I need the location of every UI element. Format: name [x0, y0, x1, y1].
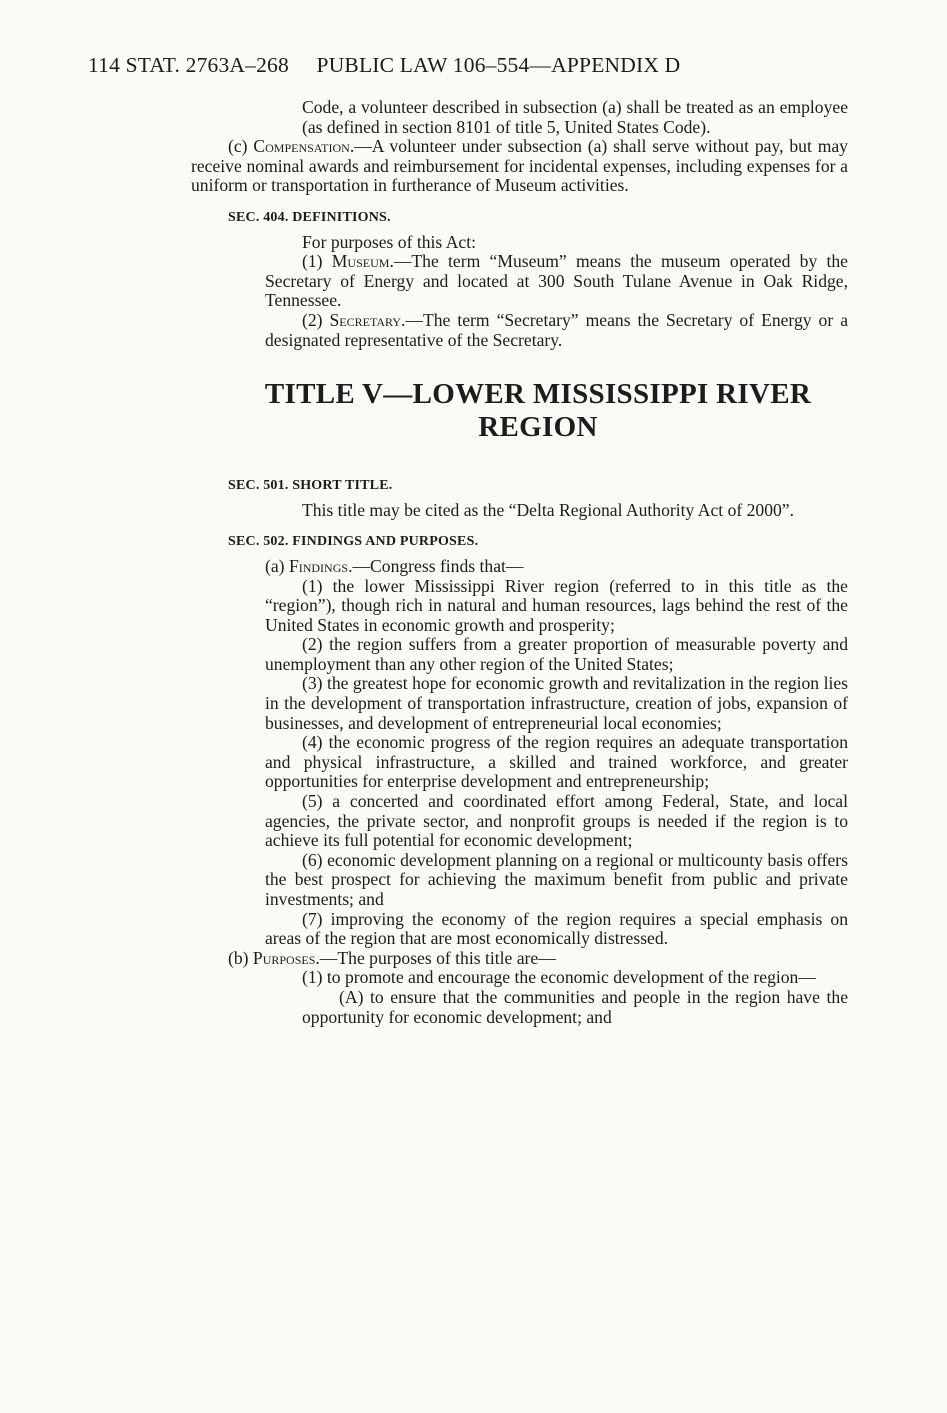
- compensation-heading: Compensation: [253, 136, 350, 157]
- section-404: [265, 233, 848, 351]
- definition-museum: (1) Museum.—The term “Museum” means the museum operated by the Secretary of Energy and located at 300 South Tulane Avenue in Oak Ridge, Tennessee.: [265, 251, 848, 311]
- finding-item: (1) the lower Mississippi River region (referred to in this title as the “region”), though rich in natural and human resources, lags behind the rest of the United States in economic growth and prosperity;: [265, 575, 848, 635]
- section-502: [228, 555, 848, 1027]
- findings-intro: (a) Findings.—Congress finds that—: [265, 555, 524, 576]
- section-501-heading: SEC. 501. SHORT TITLE.: [228, 478, 393, 494]
- purposes-heading: Purposes: [252, 947, 316, 968]
- section-502-heading: SEC. 502. FINDINGS AND PURPOSES.: [228, 534, 479, 550]
- continuation-paragraph: Code, a volunteer described in subsection (a) shall be treated as an employee (as defined in section 8101 of title 5, United States Code).: [302, 97, 848, 137]
- findings-heading: Findings: [288, 555, 349, 576]
- finding-item: (5) a concerted and coordinated effort among Federal, State, and local agencies, the private sector, and nonprofit groups is needed if the region is to achieve its full potential for economic development;: [265, 791, 848, 851]
- short-title-text: This title may be cited as the “Delta Regional Authority Act of 2000”.: [302, 499, 795, 520]
- section-404-heading: SEC. 404. DEFINITIONS.: [228, 209, 391, 225]
- purpose-subitem: (A) to ensure that the communities and people in the region have the opportunity for economic development; and: [302, 986, 848, 1027]
- stat-citation: 114 STAT. 2763A–268: [88, 53, 289, 77]
- law-title: PUBLIC LAW 106–554—APPENDIX D: [316, 53, 681, 77]
- purpose-item: (1) to promote and encourage the economic development of the region—: [302, 967, 816, 988]
- title-line-2: REGION: [478, 411, 598, 444]
- definition-secretary: (2) Secretary.—The term “Secretary” means the Secretary of Energy or a designated representative of the Secretary.: [265, 309, 849, 350]
- title-v-heading: [228, 378, 848, 444]
- running-header: [88, 53, 702, 78]
- finding-item: (6) economic development planning on a regional or multicounty basis offers the best prospect for achieving the maximum benefit from public and private investments; and: [265, 849, 848, 909]
- museum-term: Museum: [331, 251, 390, 272]
- purposes-intro: (b) Purposes.—The purposes of this title are—: [228, 947, 556, 968]
- finding-item: (7) improving the economy of the region requires a special emphasis on areas of the region that are most economically distressed.: [265, 908, 848, 949]
- definitions-intro: For purposes of this Act:: [302, 231, 476, 252]
- secretary-term: Secretary: [329, 309, 402, 330]
- finding-item: (2) the region suffers from a greater proportion of measurable poverty and unemployment than any other region of the United States;: [265, 634, 848, 674]
- finding-item: (3) the greatest hope for economic growth and revitalization in the region lies in the development of transportation infrastructure, creation of jobs, expansion of businesses, and development of entrepreneurial local economies;: [265, 673, 848, 733]
- document-body: [191, 97, 849, 1027]
- compensation-paragraph: (c) Compensation.—A volunteer under subsection (a) shall serve without pay, but may receive nominal awards and reimbursement for incidental expenses, including expenses for a uniform or transportation in furtherance of Museum activities.: [191, 136, 848, 196]
- finding-item: (4) the economic progress of the region requires an adequate transportation and physical infrastructure, a skilled and trained workforce, and greater opportunities for enterprise development and entrepreneurship;: [265, 732, 848, 792]
- title-line-1: TITLE V—LOWER MISSISSIPPI RIVER: [264, 378, 812, 411]
